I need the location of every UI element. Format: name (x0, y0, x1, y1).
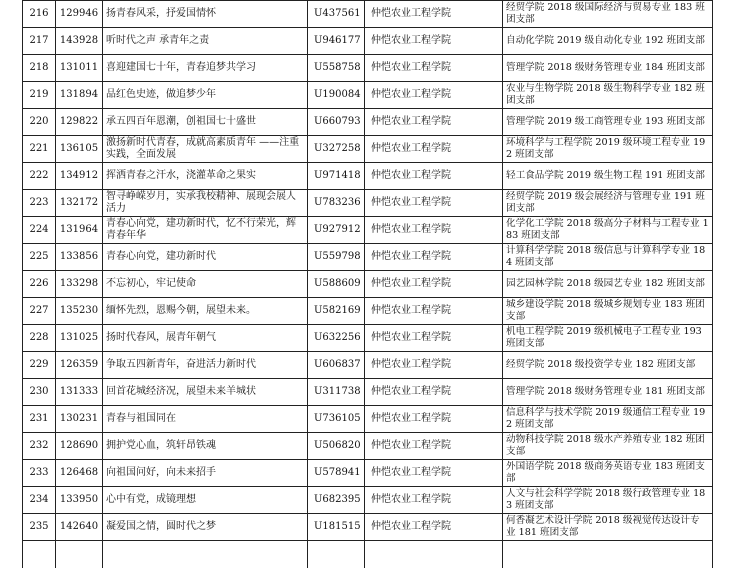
row-number-cell: 226 (23, 271, 56, 298)
row-number-cell: 225 (23, 244, 56, 271)
school-name-cell: 仲恺农业工程学院 (365, 460, 503, 487)
entry-code-cell: U660793 (308, 109, 365, 136)
row-number-cell: 229 (23, 352, 56, 379)
entry-id-cell: 135230 (56, 298, 103, 325)
table-row (23, 379, 713, 406)
table-row (23, 460, 713, 487)
branch-name-cell: 信息科学与技术学院 2019 级通信工程专业 192 班团支部 (503, 406, 713, 433)
entry-id-cell: 128690 (56, 433, 103, 460)
entry-title-cell: 扬时代春风，展青年朝气 (103, 325, 308, 352)
table-row (23, 325, 713, 352)
school-name-cell: 仲恺农业工程学院 (365, 325, 503, 352)
table-row (23, 190, 713, 217)
branch-name-cell: 人文与社会科学学院 2018 级行政管理专业 183 班团支部 (503, 487, 713, 514)
entry-code-cell: U327258 (308, 136, 365, 163)
entry-id-cell: 143928 (56, 28, 103, 55)
table-row (23, 244, 713, 271)
entry-code-cell: U437561 (308, 1, 365, 28)
row-number-cell: 234 (23, 487, 56, 514)
branch-name-cell: 管理学院 2019 级工商管理专业 193 班团支部 (503, 109, 713, 136)
row-number-cell: 230 (23, 379, 56, 406)
entry-title-cell: 激扬新时代青春，成就高素质青年 ——注重实践，全面发展 (103, 136, 308, 163)
branch-name-cell: 经贸学院 2018 级投资学专业 182 班团支部 (503, 352, 713, 379)
table-row (23, 514, 713, 541)
branch-name-cell: 经贸学院 2018 级国际经济与贸易专业 183 班团支部 (503, 1, 713, 28)
cut-off-cell (56, 541, 103, 568)
branch-name-cell: 轻工食品学院 2019 级生物工程 191 班团支部 (503, 163, 713, 190)
entry-id-cell: 133856 (56, 244, 103, 271)
entry-title-cell: 心中有党，成镜理想 (103, 487, 308, 514)
entry-title-cell: 喜迎建国七十年，青春追梦共学习 (103, 55, 308, 82)
cut-off-cell (503, 541, 713, 568)
table-row (23, 433, 713, 460)
entry-title-cell: 挥洒青春之汗水，浇灌革命之果实 (103, 163, 308, 190)
entry-title-cell: 不忘初心，牢记使命 (103, 271, 308, 298)
row-number-cell: 233 (23, 460, 56, 487)
school-name-cell: 仲恺农业工程学院 (365, 244, 503, 271)
school-name-cell: 仲恺农业工程学院 (365, 109, 503, 136)
entry-title-cell: 青春与祖国同在 (103, 406, 308, 433)
entry-code-cell: U311738 (308, 379, 365, 406)
school-name-cell: 仲恺农业工程学院 (365, 352, 503, 379)
table-row (23, 271, 713, 298)
branch-name-cell: 城乡建设学院 2018 级城乡规划专业 183 班团支部 (503, 298, 713, 325)
school-name-cell: 仲恺农业工程学院 (365, 82, 503, 109)
entry-title-cell: 争取五四新青年，奋进活力新时代 (103, 352, 308, 379)
entry-id-cell: 133298 (56, 271, 103, 298)
school-name-cell: 仲恺农业工程学院 (365, 406, 503, 433)
entry-title-cell: 承五四百年恩潮，创祖国七十盛世 (103, 109, 308, 136)
entry-id-cell: 126359 (56, 352, 103, 379)
school-name-cell: 仲恺农业工程学院 (365, 433, 503, 460)
school-name-cell: 仲恺农业工程学院 (365, 55, 503, 82)
entry-code-cell: U783236 (308, 190, 365, 217)
row-number-cell: 231 (23, 406, 56, 433)
table-row (23, 136, 713, 163)
row-number-cell: 217 (23, 28, 56, 55)
row-number-cell: 224 (23, 217, 56, 244)
table-row (23, 55, 713, 82)
entry-code-cell: U558758 (308, 55, 365, 82)
entry-code-cell: U606837 (308, 352, 365, 379)
row-number-cell: 220 (23, 109, 56, 136)
entry-id-cell: 129822 (56, 109, 103, 136)
row-number-cell: 216 (23, 1, 56, 28)
row-number-cell: 219 (23, 82, 56, 109)
table-row (23, 352, 713, 379)
branch-name-cell: 管理学院 2018 级财务管理专业 181 班团支部 (503, 379, 713, 406)
table-row (23, 82, 713, 109)
entry-id-cell: 131894 (56, 82, 103, 109)
entry-title-cell: 听时代之声 承青年之责 (103, 28, 308, 55)
row-number-cell: 223 (23, 190, 56, 217)
branch-name-cell: 经贸学院 2019 级会展经济与管理专业 191 班团支部 (503, 190, 713, 217)
entry-code-cell: U181515 (308, 514, 365, 541)
entry-title-cell: 凝爱国之情，圆时代之梦 (103, 514, 308, 541)
branch-name-cell: 环境科学与工程学院 2019 级环境工程专业 192 班团支部 (503, 136, 713, 163)
entry-code-cell: U190084 (308, 82, 365, 109)
table-row (23, 487, 713, 514)
table-row (23, 163, 713, 190)
entry-title-cell: 青春心向党，建功新时代，忆不行荣光，辉青春年华 (103, 217, 308, 244)
registration-table (22, 0, 713, 568)
cut-off-row (23, 541, 713, 568)
branch-name-cell: 机电工程学院 2019 级机械电子工程专业 193 班团支部 (503, 325, 713, 352)
entry-id-cell: 126468 (56, 460, 103, 487)
entry-id-cell: 136105 (56, 136, 103, 163)
school-name-cell: 仲恺农业工程学院 (365, 514, 503, 541)
cut-off-cell (23, 541, 56, 568)
row-number-cell: 232 (23, 433, 56, 460)
table-row (23, 298, 713, 325)
school-name-cell: 仲恺农业工程学院 (365, 271, 503, 298)
entry-title-cell: 智寻峥嵘岁月，实承我校精神、展现会展人活力 (103, 190, 308, 217)
cut-off-cell (365, 541, 503, 568)
table-row (23, 109, 713, 136)
entry-id-cell: 132172 (56, 190, 103, 217)
row-number-cell: 218 (23, 55, 56, 82)
entry-id-cell: 131025 (56, 325, 103, 352)
branch-name-cell: 管理学院 2018 级财务管理专业 184 班团支部 (503, 55, 713, 82)
entry-id-cell: 131333 (56, 379, 103, 406)
table-body (23, 1, 713, 568)
entry-code-cell: U588609 (308, 271, 365, 298)
entry-code-cell: U582169 (308, 298, 365, 325)
branch-name-cell: 化学化工学院 2018 级高分子材料与工程专业 183 班团支部 (503, 217, 713, 244)
branch-name-cell: 何香凝艺术设计学院 2018 级视觉传达设计专业 181 班团支部 (503, 514, 713, 541)
entry-title-cell: 回首花城经济况，展望未来羊城状 (103, 379, 308, 406)
school-name-cell: 仲恺农业工程学院 (365, 379, 503, 406)
school-name-cell: 仲恺农业工程学院 (365, 487, 503, 514)
entry-code-cell: U506820 (308, 433, 365, 460)
entry-id-cell: 133950 (56, 487, 103, 514)
row-number-cell: 227 (23, 298, 56, 325)
row-number-cell: 228 (23, 325, 56, 352)
cut-off-cell (103, 541, 308, 568)
entry-code-cell: U682395 (308, 487, 365, 514)
entry-code-cell: U736105 (308, 406, 365, 433)
branch-name-cell: 动物科技学院 2018 级水产养殖专业 182 班团支部 (503, 433, 713, 460)
school-name-cell: 仲恺农业工程学院 (365, 28, 503, 55)
entry-title-cell: 向祖国问好，向未来招手 (103, 460, 308, 487)
entry-code-cell: U927912 (308, 217, 365, 244)
entry-code-cell: U946177 (308, 28, 365, 55)
entry-id-cell: 130231 (56, 406, 103, 433)
row-number-cell: 235 (23, 514, 56, 541)
entry-code-cell: U971418 (308, 163, 365, 190)
entry-code-cell: U559798 (308, 244, 365, 271)
branch-name-cell: 农业与生物学院 2018 级生物科学专业 182 班团支部 (503, 82, 713, 109)
cut-off-cell (308, 541, 365, 568)
table-row (23, 406, 713, 433)
school-name-cell: 仲恺农业工程学院 (365, 298, 503, 325)
entry-id-cell: 129946 (56, 1, 103, 28)
school-name-cell: 仲恺农业工程学院 (365, 163, 503, 190)
entry-code-cell: U578941 (308, 460, 365, 487)
entry-code-cell: U632256 (308, 325, 365, 352)
school-name-cell: 仲恺农业工程学院 (365, 190, 503, 217)
table-row (23, 217, 713, 244)
entry-id-cell: 142640 (56, 514, 103, 541)
branch-name-cell: 园艺园林学院 2018 级园艺专业 182 班团支部 (503, 271, 713, 298)
entry-title-cell: 缅怀先烈，恩赐今朝，展望未来。 (103, 298, 308, 325)
entry-title-cell: 品红色史迹，做追梦少年 (103, 82, 308, 109)
row-number-cell: 222 (23, 163, 56, 190)
entry-id-cell: 131964 (56, 217, 103, 244)
branch-name-cell: 外国语学院 2018 级商务英语专业 183 班团支部 (503, 460, 713, 487)
branch-name-cell: 自动化学院 2019 级自动化专业 192 班团支部 (503, 28, 713, 55)
entry-id-cell: 134912 (56, 163, 103, 190)
entry-title-cell: 扬青春风采，抒爱国情怀 (103, 1, 308, 28)
school-name-cell: 仲恺农业工程学院 (365, 136, 503, 163)
school-name-cell: 仲恺农业工程学院 (365, 217, 503, 244)
school-name-cell: 仲恺农业工程学院 (365, 1, 503, 28)
table-row (23, 1, 713, 28)
row-number-cell: 221 (23, 136, 56, 163)
entry-id-cell: 131011 (56, 55, 103, 82)
table-row (23, 28, 713, 55)
branch-name-cell: 计算科学学院 2018 级信息与计算科学专业 184 班团支部 (503, 244, 713, 271)
entry-title-cell: 拥护党心血，筑轩昂铁魂 (103, 433, 308, 460)
entry-title-cell: 青春心向党，建功新时代 (103, 244, 308, 271)
